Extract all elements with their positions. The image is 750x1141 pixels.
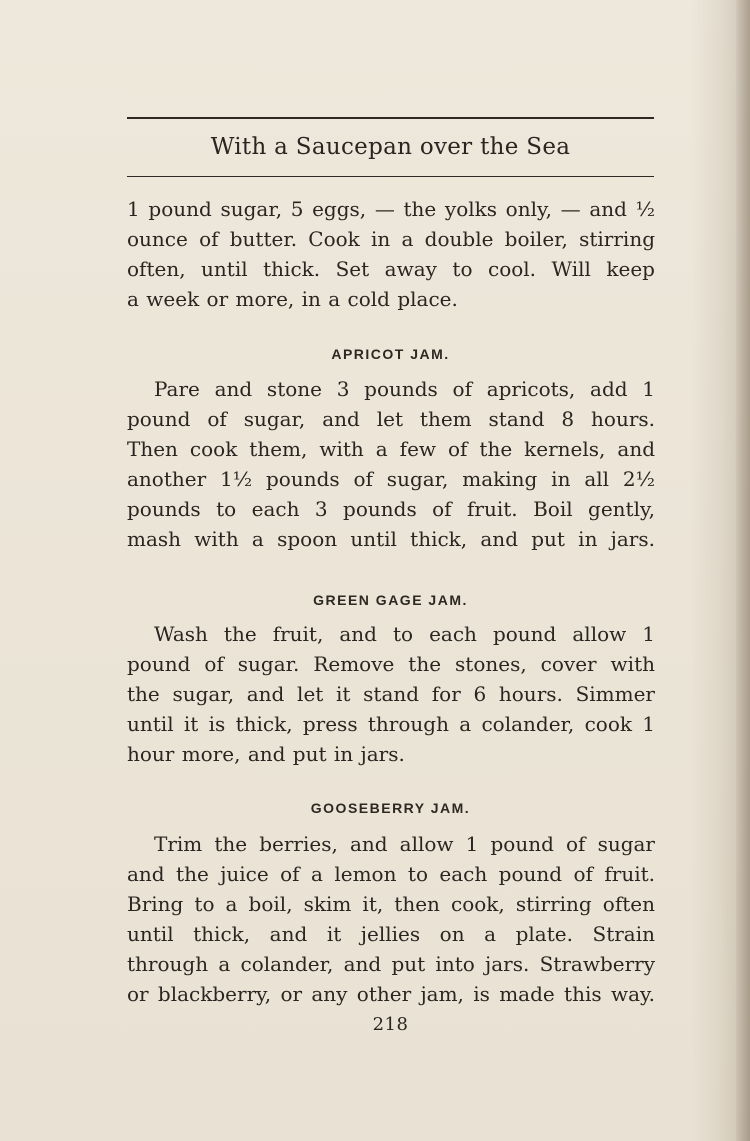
text-line: pound of sugar. Remove the stones, cover with bbox=[127, 652, 655, 676]
recipe-paragraph-apricot-jam bbox=[127, 374, 655, 554]
text-line: until it is thick, press through a colander, cook 1 bbox=[127, 712, 655, 736]
text-line: or blackberry, or any other jam, is made this way. bbox=[127, 982, 655, 1006]
recipe-paragraph-gooseberry-jam bbox=[127, 829, 655, 1009]
recipe-heading-gooseberry-jam: GOOSEBERRY JAM. bbox=[310, 800, 471, 816]
recipe-paragraph-green-gage-jam bbox=[127, 619, 655, 769]
text-line: through a colander, and put into jars. Strawberry bbox=[127, 952, 655, 976]
text-line: another 1½ pounds of sugar, making in all 2½ bbox=[127, 467, 655, 491]
text-line: and the juice of a lemon to each pound of fruit. bbox=[127, 862, 655, 886]
page-gutter-shadow bbox=[736, 0, 750, 1141]
text-line: ounce of butter. Cook in a double boiler, stirring bbox=[127, 227, 655, 251]
text-line: Bring to a boil, skim it, then cook, stirring often bbox=[127, 892, 655, 916]
text-line: 1 pound sugar, 5 eggs, — the yolks only, — and ½ bbox=[127, 197, 655, 221]
text-line: mash with a spoon until thick, and put in jars. bbox=[127, 527, 655, 551]
text-line: Wash the fruit, and to each pound allow 1 bbox=[154, 622, 655, 646]
text-line: often, until thick. Set away to cool. Will keep bbox=[127, 257, 655, 281]
header-rule-bottom bbox=[127, 176, 654, 177]
text-line: Trim the berries, and allow 1 pound of sugar bbox=[154, 832, 655, 856]
running-head: With a Saucepan over the Sea bbox=[210, 134, 571, 160]
text-line: pounds to each 3 pounds of fruit. Boil gently, bbox=[127, 497, 655, 521]
text-line: a week or more, in a cold place. bbox=[127, 287, 458, 311]
recipe-heading-apricot-jam: APRICOT JAM. bbox=[331, 346, 450, 362]
header-rule-top bbox=[127, 117, 654, 119]
text-line: pound of sugar, and let them stand 8 hours. bbox=[127, 407, 655, 431]
continuation-paragraph bbox=[127, 194, 655, 314]
text-line: until thick, and it jellies on a plate. Strain bbox=[127, 922, 655, 946]
text-line: Then cook them, with a few of the kernels, and bbox=[127, 437, 655, 461]
text-line: Pare and stone 3 pounds of apricots, add 1 bbox=[154, 377, 655, 401]
page-number: 218 bbox=[372, 1014, 409, 1035]
recipe-heading-green-gage-jam: GREEN GAGE JAM. bbox=[313, 592, 468, 608]
text-line: hour more, and put in jars. bbox=[127, 742, 405, 766]
text-line: the sugar, and let it stand for 6 hours. Simmer bbox=[127, 682, 655, 706]
